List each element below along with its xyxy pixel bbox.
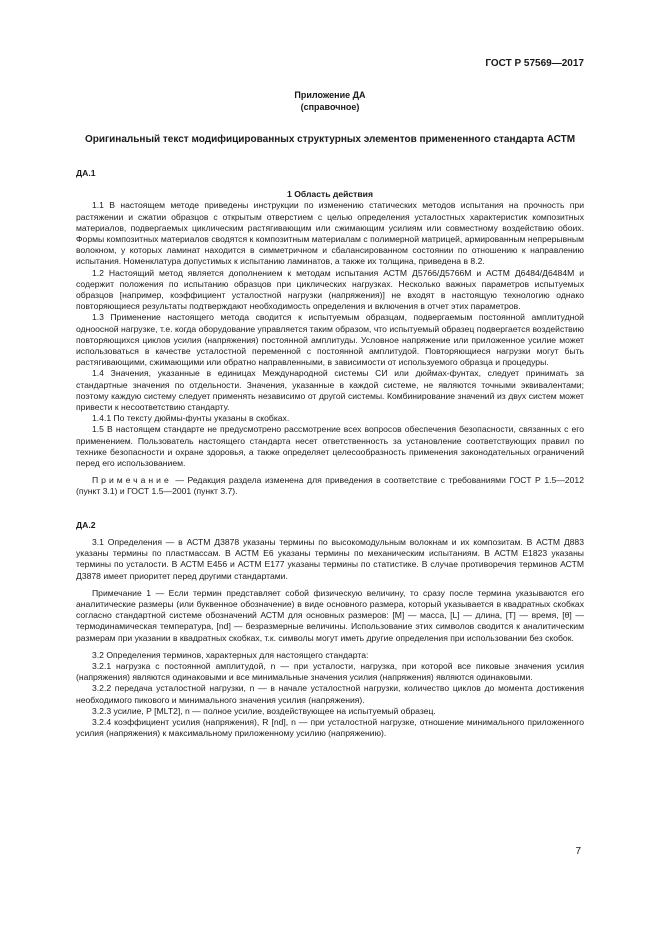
paragraph-1-1: 1.1 В настоящем методе приведены инструкции по изменению статических методов испытания на прочность при растяжении и сжатии образцов с открытым отверстием с целью определения усталостных характеристик композитных материалов, подвергаемых циклическим растягивающим или сжимающим усилиям или совместному воздействию обоих. Формы композитных материалов сводятся к композитным материалам с полимерной матрицей, армированным непрерывным волокном, у которых ламинат находится в симметричном и сбалансированном состоянии по отношению к направлению испытания. Номенклатура допустимых к испытанию ламинатов, а также их толщина, приведена в 8.2. [76, 200, 584, 267]
note-text: — Редакция раздела изменена для приведения в соответствие с требованиями ГОСТ Р 1.5—2012 (пункт 3.1) и ГОСТ 1.5—2001 (пункт 3.7). [76, 475, 584, 497]
paragraph-3-1: 3.1 Определения — в АСТМ Д3878 указаны термины по высокомодульным волокнам и их композитам. В АСТМ Д883 указаны термины по пластмассам. В АСТМ Е6 указаны термины по механическим испытаниям. В АСТМ Е1823 указаны термины по усталости. В АСТМ Е456 и АСТМ Е177 указаны термины по статистике. В случае противоречия терминов АСТМ Д3878 имеет приоритет перед другими стандартами. [76, 536, 584, 581]
note-da1 [76, 475, 584, 497]
section-da2-label: ДА.2 [76, 519, 96, 530]
paragraph-3-2-3: 3.2.3 усилие, P [MLT2], n — полное усилие, воздействующее на испытуемый образец. [92, 705, 436, 716]
paragraph-1-2: 1.2 Настоящий метод является дополнением к методам испытания АСТМ Д5766/Д5766М и АСТМ Д6484/Д6484М и содержит положения по испытанию образцов при циклических нагрузках. Несколько важных параметров испытуемых образцов [например, коэффициент усталостной нагрузки (напряжения)] не входят в настоящую технологию однако повторяющиеся результаты подтверждают необходимость определения и включения в отчет этих параметров. [76, 267, 584, 312]
appendix-heading: Оригинальный текст модифицированных структурных элементов примененного стандарта АСТМ [84, 134, 576, 145]
paragraph-1-3: 1.3 Применение настоящего метода сводится к испытуемым образцам, подвергаемым постоянной амплитудной одноосной нагрузке, т.е. когда оборудование управляется таким образом, что испытуемый образец подвергается воздействию повторяющихся циклов усилия (напряжения) постоянной амплитуды. Условное напряжение или приложенное усилие может использоваться в качестве усталостной переменной с постоянной амплитудой. Повторяющиеся нагрузки могут быть растягивающими, сжимающими или обратно направленными, в зависимости от используемого образца и процедуры. [76, 312, 584, 368]
scope-title: 1 Область действия [287, 189, 373, 200]
paragraph-1-4-1: 1.4.1 По тексту дюймы-фунты указаны в скобках. [92, 413, 290, 424]
paragraph-3-2: 3.2 Определения терминов, характерных для настоящего стандарта: [92, 649, 369, 660]
paragraph-3-2-4: 3.2.4 коэффициент усилия (напряжения), R [nd], n — при усталостной нагрузке, отношение минимального приложенного усилия (напряжения) к максимальному приложенному усилию (напряжению). [76, 716, 584, 739]
paragraph-3-2-2: 3.2.2 передача усталостной нагрузки, n — в начале усталостной нагрузки, количество циклов до момента достижения необходимого пикового и минимального значения усилия (напряжения). [76, 683, 584, 705]
section-da1-label: ДА.1 [76, 168, 96, 178]
paragraph-3-2-1: 3.2.1 нагрузка с постоянной амплитудой, n — при усталости, нагрузка, при которой все пиковые значения усилия (напряжения) являются одинаковыми и все минимальные значения усилия (напряжения) являются одинаковыми. [76, 660, 584, 683]
document-code: ГОСТ Р 57569—2017 [485, 58, 584, 69]
page-content [76, 90, 584, 739]
appendix-subtitle: (справочное) [300, 101, 360, 112]
page-number: 7 [575, 846, 581, 857]
note-1-label: Примечание [92, 587, 142, 598]
paragraph-1-5: 1.5 В настоящем стандарте не предусмотрено рассмотрение всех вопросов обеспечения безопасности, связанных с его применением. Пользователь настоящего стандарта несет ответственность за установление соответствующих правил по технике безопасности и охране здоровья, а также определяет целесообразность применения законодательных ограничений перед его использованием. [76, 424, 584, 469]
note-label: Примечание [92, 475, 172, 486]
note-1-text: 1 — Если термин представляет собой физическую величину, то сразу после термина указываются его аналитические размеры (или буквенное обозначение) в виде основного размера, который указывается в квадратных скобках согласно стандартной системе обозначений АСТМ для основных размеров: [M] — масса, [L] — длина, [T] — время, [θ] — термодинамическая температура, [nd] — безразмерные величины. Использование этих символов сводится к аналитическим размерам при указании в квадратных скобках, т.к. символы могут иметь другие определения при использовании без скобок. [76, 587, 584, 643]
appendix-title: Приложение ДА [294, 90, 366, 100]
paragraph-1-4: 1.4 Значения, указанные в единицах Международной системы СИ или дюймах-фунтах, следует принимать за стандартные значения по отдельности. Значения, указанные в каждой системе, не являются точными эквивалентами; поэтому каждую систему следует применять независимо от другой системы. Комбинирование значений из двух систем может привести к несоответствию стандарту. [76, 368, 584, 413]
note-1 [76, 588, 584, 644]
